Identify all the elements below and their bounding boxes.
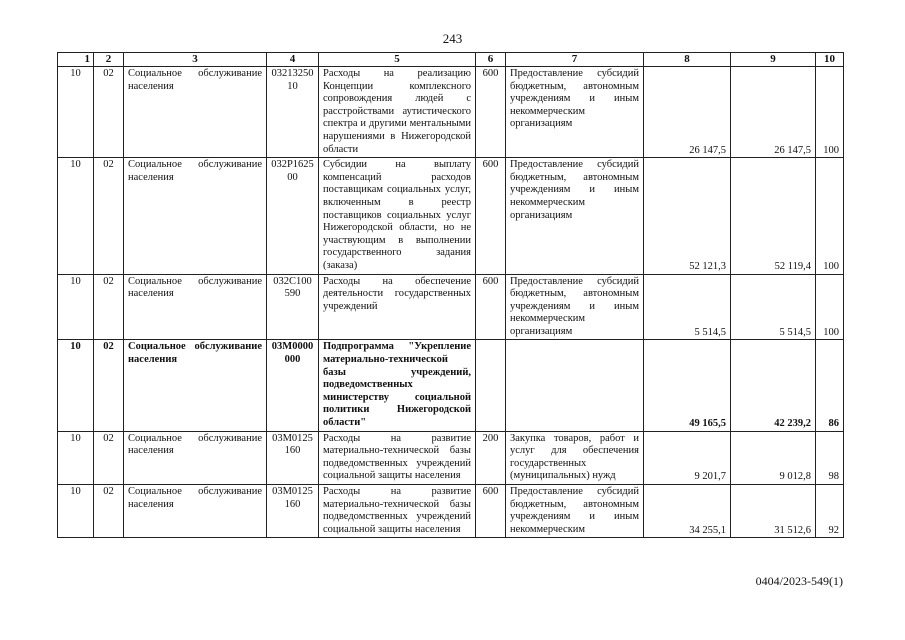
- expense-type-name-cell: Предоставление субсидий бюджетным, автономным учреждениям и иным некоммерческим: [506, 485, 644, 538]
- planned-amount-cell: 34 255,1: [644, 485, 731, 538]
- section-cell: 10: [58, 158, 94, 274]
- actual-amount-cell: 31 512,6: [731, 485, 816, 538]
- target-code-cell: 03М0125160: [267, 431, 319, 484]
- expense-type-cell: 600: [476, 274, 506, 340]
- percent-cell: 98: [816, 431, 844, 484]
- subsection-cell: 02: [94, 67, 124, 158]
- target-code-cell: 03М0000000: [267, 340, 319, 431]
- section-name-cell: Социальное обслуживание населения: [124, 158, 267, 274]
- section-cell: 10: [58, 431, 94, 484]
- subsection-cell: 02: [94, 274, 124, 340]
- actual-amount-cell: 5 514,5: [731, 274, 816, 340]
- percent-cell: 100: [816, 158, 844, 274]
- planned-amount-cell: 9 201,7: [644, 431, 731, 484]
- actual-amount-cell: 26 147,5: [731, 67, 816, 158]
- document-code: 0404/2023-549(1): [755, 574, 843, 588]
- subsection-cell: 02: [94, 485, 124, 538]
- planned-amount-cell: 26 147,5: [644, 67, 731, 158]
- planned-amount-cell: 49 165,5: [644, 340, 731, 431]
- expense-type-name-cell: [506, 340, 644, 431]
- expense-type-name-cell: Предоставление субсидий бюджетным, автономным учреждениям и иным некоммерческим организациям: [506, 274, 644, 340]
- section-cell: 10: [58, 274, 94, 340]
- header-cell: 7: [506, 53, 644, 67]
- planned-amount-cell: 5 514,5: [644, 274, 731, 340]
- planned-amount-cell: 52 121,3: [644, 158, 731, 274]
- header-cell: 5: [319, 53, 476, 67]
- expense-type-cell: 600: [476, 158, 506, 274]
- section-name-cell: Социальное обслуживание населения: [124, 485, 267, 538]
- expense-type-name-cell: Предоставление субсидий бюджетным, автономным учреждениям и иным некоммерческим организациям: [506, 67, 644, 158]
- percent-cell: 86: [816, 340, 844, 431]
- target-code-cell: 032C100590: [267, 274, 319, 340]
- target-code-cell: 03М0125160: [267, 485, 319, 538]
- expense-name-cell: Расходы на обеспечение деятельности государственных учреждений: [319, 274, 476, 340]
- expense-type-name-cell: Предоставление субсидий бюджетным, автономным учреждениям и иным некоммерческим организациям: [506, 158, 644, 274]
- section-cell: 10: [58, 485, 94, 538]
- target-code-cell: 0321325010: [267, 67, 319, 158]
- percent-cell: 92: [816, 485, 844, 538]
- section-name-cell: Социальное обслуживание населения: [124, 67, 267, 158]
- expense-type-cell: [476, 340, 506, 431]
- expense-type-cell: 600: [476, 485, 506, 538]
- header-cell: 3: [124, 53, 267, 67]
- table-row: [58, 274, 844, 340]
- expense-name-cell: Расходы на развитие материально-технической базы подведомственных учреждений социальной защиты населения: [319, 431, 476, 484]
- actual-amount-cell: 52 119,4: [731, 158, 816, 274]
- expense-name-cell: Субсидии на выплату компенсаций расходов поставщикам социальных услуг, включенным в реестр поставщиков социальных услуг Нижегородской области, но не участвующим в выполнении государственного задания (заказа): [319, 158, 476, 274]
- section-name-cell: Социальное обслуживание населения: [124, 340, 267, 431]
- header-cell: 6: [476, 53, 506, 67]
- header-cell: 9: [731, 53, 816, 67]
- expense-name-cell: Подпрограмма "Укрепление материально-технической базы учреждений, подведомственных министерству социальной политики Нижегородской области": [319, 340, 476, 431]
- expense-type-cell: 600: [476, 67, 506, 158]
- expense-name-cell: Расходы на реализацию Концепции комплексного сопровождения людей с расстройствами аутистического спектра и другими ментальными нарушениями в Нижегородской области: [319, 67, 476, 158]
- expense-type-cell: 200: [476, 431, 506, 484]
- header-cell: 2: [94, 53, 124, 67]
- table-row: [58, 485, 844, 538]
- subsection-cell: 02: [94, 158, 124, 274]
- page-number: 243: [442, 31, 463, 46]
- table-row: [58, 431, 844, 484]
- budget-table: [57, 52, 844, 538]
- expense-name-cell: Расходы на развитие материально-технической базы подведомственных учреждений социальной защиты населения: [319, 485, 476, 538]
- actual-amount-cell: 42 239,2: [731, 340, 816, 431]
- header-cell: 1: [58, 53, 94, 67]
- section-cell: 10: [58, 67, 94, 158]
- section-name-cell: Социальное обслуживание населения: [124, 431, 267, 484]
- header-cell: 8: [644, 53, 731, 67]
- subsection-cell: 02: [94, 431, 124, 484]
- table-row: [58, 67, 844, 158]
- section-cell: 10: [58, 340, 94, 431]
- header-row: [58, 53, 844, 67]
- target-code-cell: 032P162500: [267, 158, 319, 274]
- percent-cell: 100: [816, 274, 844, 340]
- table-row-subprogram: [58, 340, 844, 431]
- section-name-cell: Социальное обслуживание населения: [124, 274, 267, 340]
- expense-type-name-cell: Закупка товаров, работ и услуг для обеспечения государственных (муниципальных) нужд: [506, 431, 644, 484]
- header-cell: 4: [267, 53, 319, 67]
- subsection-cell: 02: [94, 340, 124, 431]
- percent-cell: 100: [816, 67, 844, 158]
- header-cell: 10: [816, 53, 844, 67]
- table-row: [58, 158, 844, 274]
- actual-amount-cell: 9 012,8: [731, 431, 816, 484]
